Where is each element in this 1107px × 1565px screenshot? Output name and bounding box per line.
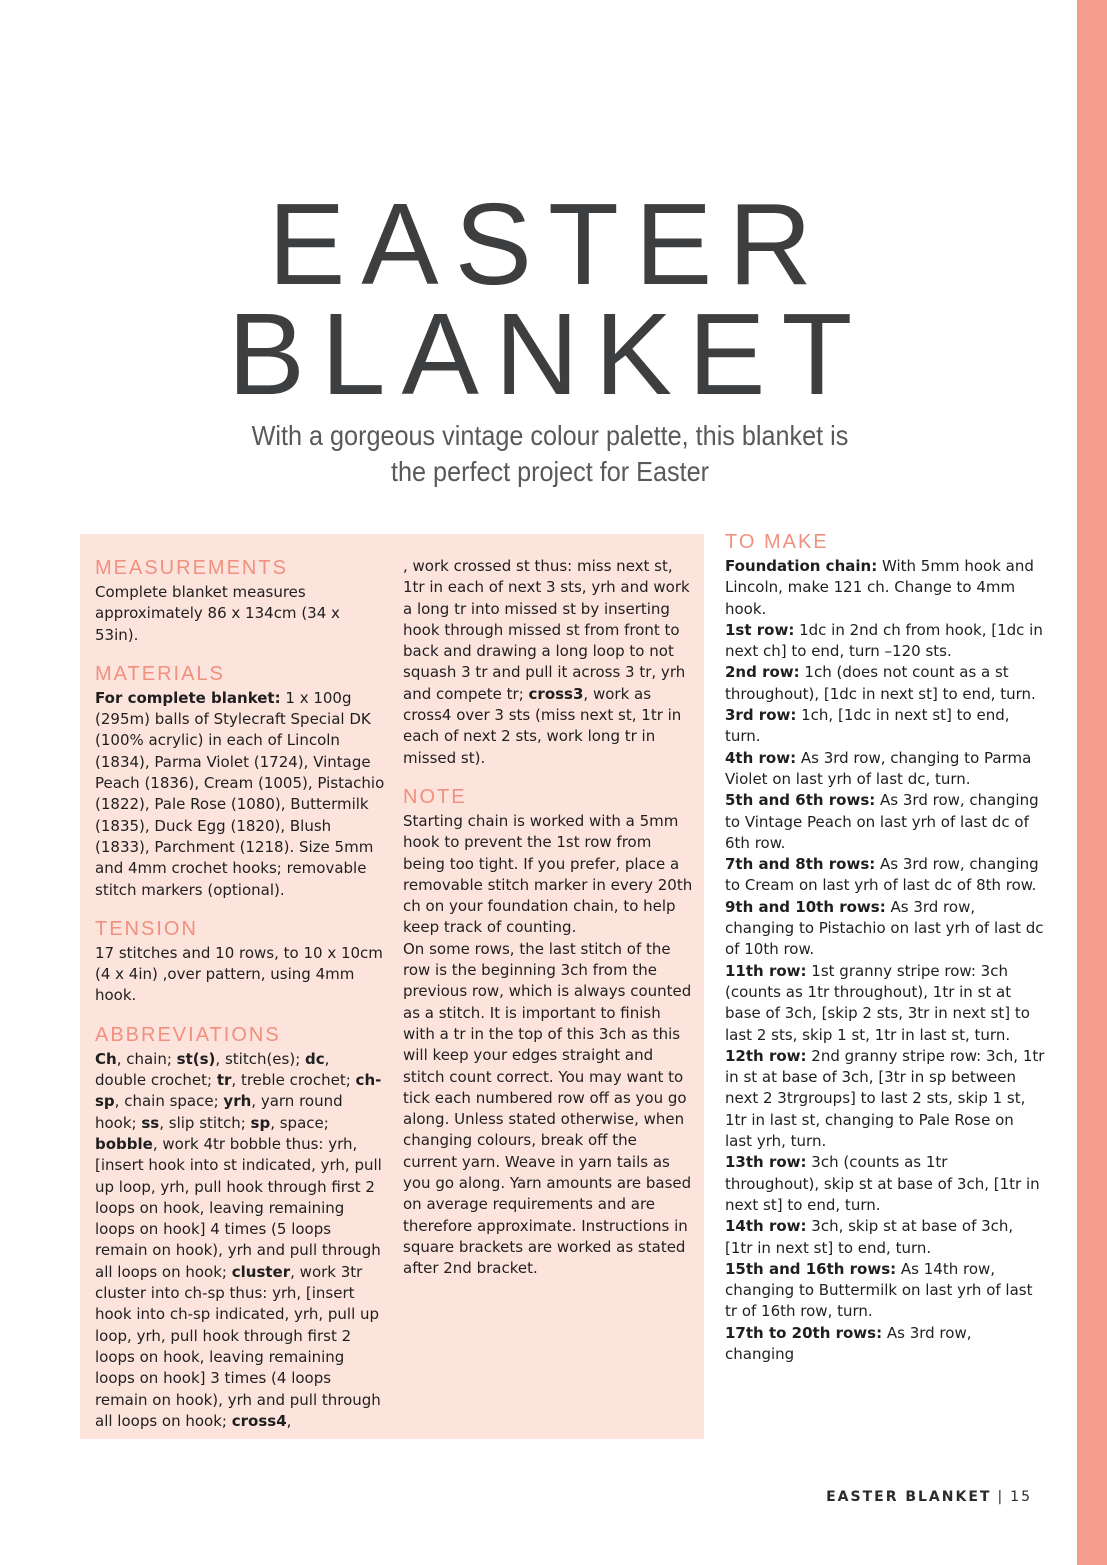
right-column: [725, 530, 1045, 1365]
abbr-def: , work 4tr bobble thus: yrh, [insert hook into st indicated, yrh, pull up loop, yrh, pull hook through first 2 loops on hook, leaving remaining loops on hook] 4 times (5 loops remain on hook), yrh and pull through all loops on hook;: [95, 1134, 382, 1281]
abbr-def: , work as cross4 over 3 sts (miss next st, 1tr in each of next 2 sts, work long tr in missed st).: [403, 684, 682, 767]
abbr-term: cross4: [231, 1411, 287, 1430]
subtitle-line-2: the perfect project for Easter: [391, 456, 709, 487]
row-text: As 3rd row, changing to Vintage Peach on last yrh of last dc of 6th row.: [725, 791, 1039, 852]
page-title-line-2: BLANKET: [227, 289, 869, 419]
row-label: 11th row:: [725, 961, 807, 980]
tension-heading: TENSION: [95, 917, 198, 940]
instruction-row: [725, 705, 1045, 748]
instruction-row: [725, 556, 1045, 620]
note-paragraph-2: On some rows, the last stitch of the row is the beginning 3ch from the previous row, which is always counted as a stitch. It is important to finish with a tr in the top of this 3ch as this will keep your edges straight and stitch count correct. You may want to tick each numbered row off as you go along. Unless stated otherwise, when changing colours, break off the current yarn. Weave in yarn tails as you go along. Yarn amounts are based on average requirements and are therefore approximate. Instructions in square brackets are worked as stated after 2nd bracket.: [403, 939, 692, 1278]
row-label: Foundation chain:: [725, 557, 878, 575]
page-number: 15: [1010, 1489, 1032, 1505]
abbr-def: , slip stitch;: [159, 1113, 251, 1132]
row-label: 17th to 20th rows:: [725, 1323, 883, 1342]
row-text: As 3rd row, changing: [725, 1323, 972, 1363]
row-text: As 3rd row, changing to Cream on last yrh of last dc of 8th row.: [725, 855, 1039, 895]
abbr-term: bobble: [95, 1134, 153, 1153]
instruction-row: [725, 1259, 1045, 1323]
row-label: 14th row:: [725, 1217, 807, 1236]
row-label: 7th and 8th rows:: [725, 855, 876, 874]
abbr-def: , work 3tr cluster into ch-sp thus: yrh, [insert hook into ch-sp indicated, yrh, pull up loop, yrh, pull hook through first 2 loops on hook, leaving remaining loops on hook] 3 times (4 loops remain on hook), yrh and pull through all loops on hook;: [95, 1262, 381, 1430]
to-make-heading: TO MAKE: [725, 531, 829, 553]
measurements-heading: MEASUREMENTS: [95, 557, 288, 579]
materials-heading: MATERIALS: [95, 662, 225, 685]
row-label: 1st row:: [725, 620, 795, 639]
abbreviations-continued: [403, 556, 693, 769]
abbr-term: ss: [141, 1113, 160, 1132]
row-label: 15th and 16th rows:: [725, 1259, 897, 1278]
row-text: As 14th row, changing to Buttermilk on last yrh of last tr of 16th row, turn.: [725, 1259, 1033, 1321]
abbr-term: dc: [305, 1049, 325, 1068]
row-text: 3ch (counts as 1tr throughout), skip st at base of 3ch, [1tr in next st] to end, turn.: [725, 1153, 1040, 1214]
instruction-row: [725, 1323, 1045, 1366]
row-label: 13th row:: [725, 1153, 807, 1172]
row-text: As 3rd row, changing to Parma Violet on last yrh of last dc, turn.: [725, 748, 1032, 788]
abbr-def: , chain;: [116, 1049, 177, 1068]
instruction-row: [725, 1152, 1045, 1216]
tension-text: 17 stitches and 10 rows, to 10 x 10cm (4 x 4in) ,over pattern, using 4mm hook.: [95, 943, 383, 1005]
row-text: 1dc in 2nd ch from hook, [1dc in next ch] to end, turn –120 sts.: [725, 620, 1043, 661]
instruction-row: [725, 961, 1045, 1046]
row-label: 12th row:: [725, 1046, 807, 1065]
abbr-def: , work crossed st thus: miss next st, 1tr in each of next 3 sts, yrh and work a long tr into missed st by inserting hook through missed st from front to back and drawing a long loop to not squash 3 tr and pull it across 3 tr, yrh and compete tr;: [403, 557, 690, 703]
left-column: [95, 556, 385, 1432]
abbr-term: st(s): [176, 1049, 216, 1068]
row-label: 4th row:: [725, 748, 797, 767]
subtitle-line-1: With a gorgeous vintage colour palette, this blanket is: [251, 420, 849, 451]
page-footer: [800, 1489, 1032, 1505]
row-text: 1ch, [1dc in next st] to end, turn.: [725, 706, 1010, 746]
abbr-def: , space;: [270, 1113, 329, 1132]
abbr-def: , yarn round hook;: [95, 1092, 343, 1132]
abbr-term: ch-sp: [95, 1071, 382, 1111]
materials-label: For complete blanket:: [95, 688, 281, 707]
instruction-row: [725, 1046, 1045, 1152]
materials-body: 1 x 100g (295m) balls of Stylecraft Special DK (100% acrylic) in each of Lincoln (1834), Parma Violet (1724), Vintage Peach (1836), Cream (1005), Pistachio (1822), Pale Rose (1080), Buttermilk (1835), Duck Egg (1820), Blush (1833), Parchment (1218). Size 5mm and 4mm crochet hooks; removable stitch markers (optional).: [95, 688, 385, 899]
instruction-row: [725, 748, 1045, 791]
row-label: 2nd row:: [725, 663, 800, 682]
abbr-def: , treble crochet;: [231, 1071, 356, 1090]
note-paragraph-1: Starting chain is worked with a 5mm hook to prevent the 1st row from being too tight. If you prefer, place a removable stitch marker in every 20th ch on your foundation chain, to help keep track of counting.: [403, 811, 693, 937]
instruction-row: [725, 620, 1045, 663]
abbr-def: , chain space;: [114, 1092, 224, 1111]
note-heading: NOTE: [403, 785, 467, 808]
row-text: With 5mm hook and Lincoln, make 121 ch. Change to 4mm hook.: [725, 557, 1034, 618]
instruction-row: [725, 1216, 1045, 1259]
measurements-text: Complete blanket measures approximately 86 x 134cm (34 x 53in).: [95, 583, 340, 644]
abbreviations-heading: ABBREVIATIONS: [95, 1023, 281, 1046]
abbr-term: Ch: [95, 1049, 117, 1068]
row-label: 5th and 6th rows:: [725, 791, 876, 810]
footer-title: EASTER BLANKET: [826, 1489, 992, 1505]
row-label: 9th and 10th rows:: [725, 897, 886, 916]
row-label: 3rd row:: [725, 706, 797, 725]
abbr-term: cross3: [528, 684, 584, 703]
row-text: 2nd granny stripe row: 3ch, 1tr in st at base of 3ch, [3tr in sp between next 2 3trgroups] to last 2 sts, skip 1 st, 1tr in last st, changing to Pale Rose on last yrh, turn.: [725, 1046, 1045, 1151]
instruction-row: [725, 790, 1045, 854]
abbr-def: , double crochet;: [95, 1049, 330, 1090]
row-text: 1ch (does not count as a st throughout), [1dc in next st] to end, turn.: [725, 663, 1036, 703]
footer-separator: |: [997, 1489, 1005, 1505]
page-title-line-1: EASTER: [267, 179, 829, 309]
abbreviations-text: Ch, chain; st(s), stitch(es); dc, double crochet; tr, treble crochet; ch-sp, chain space; yrh, yarn round hook; ss, slip stitch; sp, space; bobble, work 4tr bobble thus: yrh, [insert hook into st indicated, yrh, pull up loop, yrh, pull hook through first 2 loops on hook, leaving remaining loops on hook] 4 times (5 loops remain on hook), yrh and pull through all loops on hook; cluster, work 3tr cluster into ch-sp thus: yrh, [insert hook into ch-sp indicated, yrh, pull up loop, yrh, pull hook through first 2 loops on hook, leaving remaining loops on hook] 3 times (4 loops remain on hook), yrh and pull through all loops on hook; cross4,: [95, 1049, 382, 1430]
subtitle: [190, 418, 910, 490]
row-text: As 3rd row, changing to Pistachio on last yrh of last dc of 10th row.: [725, 897, 1044, 959]
middle-column: [403, 556, 693, 1280]
abbr-term: cluster: [231, 1262, 291, 1281]
abbr-def: , stitch(es);: [215, 1049, 306, 1068]
page-edge-accent-bar: [1077, 0, 1107, 1565]
row-text: 3ch, skip st at base of 3ch, [1tr in next st] to end, turn.: [725, 1217, 1014, 1257]
abbr-term: sp: [250, 1113, 271, 1132]
instruction-row: [725, 897, 1045, 961]
abbr-term: tr: [216, 1071, 232, 1090]
instruction-row: [725, 662, 1045, 705]
materials-text: [95, 688, 385, 901]
row-text: 1st granny stripe row: 3ch (counts as 1tr throughout), 1tr in st at base of 3ch, [skip 2 sts, 3tr in next st] to last 2 sts, skip 1 st, 1tr in last st, turn.: [725, 961, 1030, 1044]
instruction-row: [725, 854, 1045, 897]
abbr-term: yrh: [223, 1092, 252, 1111]
